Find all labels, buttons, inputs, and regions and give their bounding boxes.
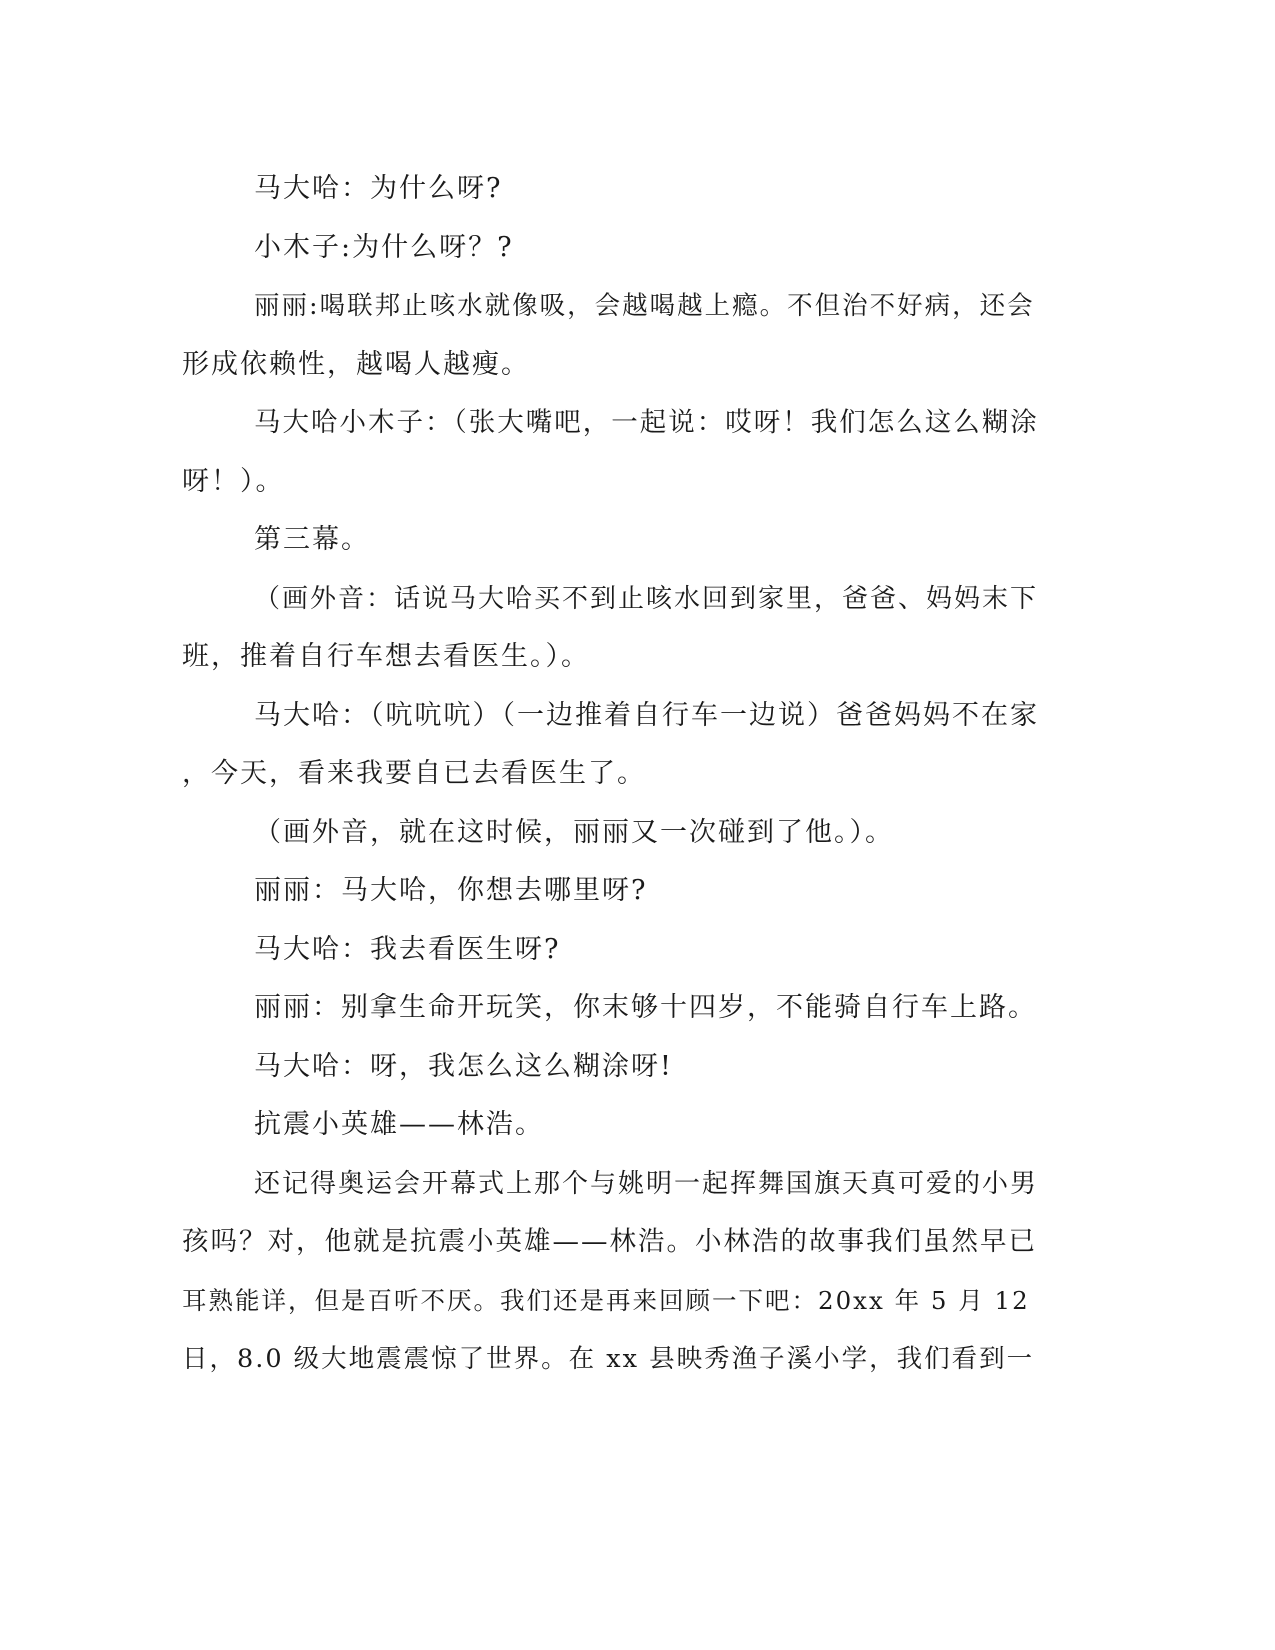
text-line: 日，8.0 级大地震震惊了世界。在 xx 县映秀渔子溪小学，我们看到一	[182, 1344, 1035, 1374]
text-line: 耳熟能详，但是百听不厌。我们还是再来回顾一下吧：20xx 年 5 月 12	[182, 1285, 1030, 1315]
text-line: （画外音，就在这时候，丽丽又一次碰到了他。）。	[254, 816, 894, 848]
text-line: 形成依赖性，越喝人越瘦。	[182, 348, 530, 380]
text-line: 马大哈：（吭吭吭）（一边推着自行车一边说）爸爸妈妈不在家	[254, 699, 1039, 731]
text-line: 丽丽：别拿生命开玩笑，你末够十四岁，不能骑自行车上路。	[254, 992, 1037, 1023]
text-line: 第三幕。	[254, 524, 370, 555]
text-line: 丽丽：马大哈，你想去哪里呀?	[254, 875, 648, 906]
text-line: 马大哈小木子：（张大嘴吧，一起说：哎呀！我们怎么这么糊涂	[254, 407, 1039, 438]
document-body	[182, 160, 1039, 1389]
text-line: 小木子:为什么呀？?	[254, 231, 514, 263]
text-line: 孩吗？对，他就是抗震小英雄——林浩。小林浩的故事我们虽然早已	[182, 1226, 1037, 1257]
text-line: （画外音：话说马大哈买不到止咳水回到家里，爸爸、妈妈末下	[254, 583, 1039, 614]
text-line: 班，推着自行车想去看医生。）。	[182, 641, 590, 672]
text-line: 丽丽:喝联邦止咳水就像吸，会越喝越上瘾。不但治不好病，还会	[254, 291, 1035, 321]
text-line: 马大哈：为什么呀?	[254, 173, 503, 204]
text-line: 还记得奥运会开幕式上那个与姚明一起挥舞国旗天真可爱的小男	[254, 1168, 1039, 1199]
text-line: 马大哈：呀，我怎么这么糊涂呀!	[254, 1050, 673, 1082]
text-line: 呀！）。	[182, 465, 285, 497]
text-line: ，今天，看来我要自已去看医生了。	[182, 758, 646, 789]
text-line: 抗震小英雄——林浩。	[254, 1109, 544, 1140]
text-line: 马大哈：我去看医生呀?	[254, 933, 561, 965]
